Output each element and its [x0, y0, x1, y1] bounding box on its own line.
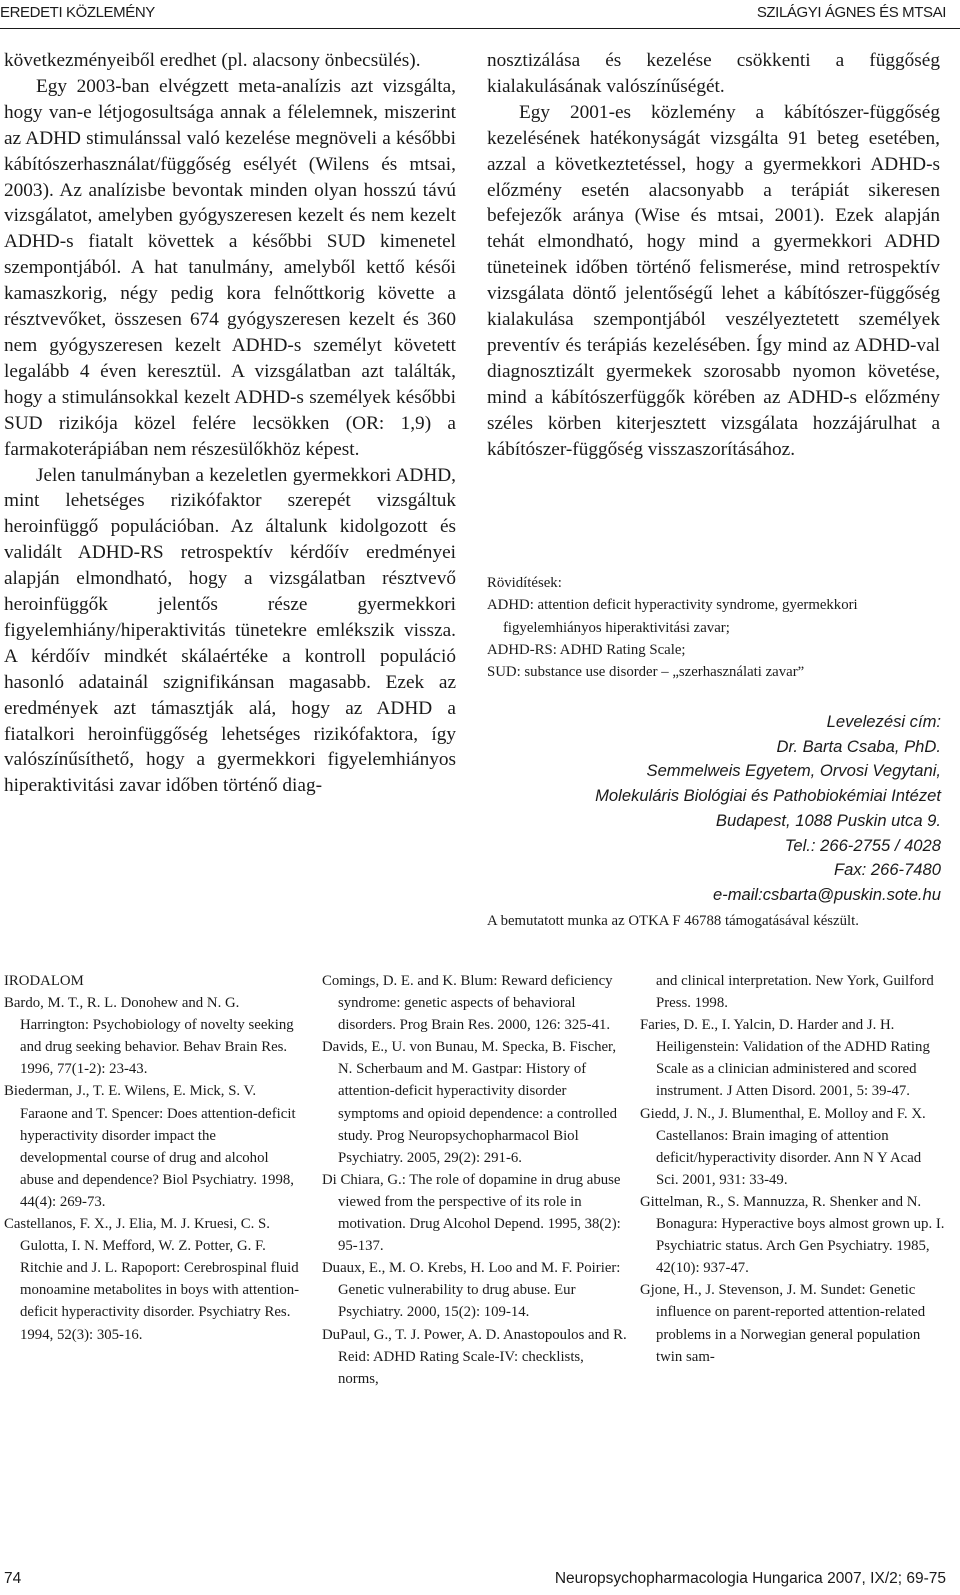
acknowledgement: A bemutatott munka az OTKA F 46788 támogatásával készült.	[487, 913, 859, 929]
correspondence-block	[487, 710, 941, 908]
references-heading: IRODALOM	[4, 973, 84, 989]
references-column-3	[640, 970, 945, 1368]
left-body-column	[4, 48, 456, 799]
journal-citation: Neuropsychopharmacologia Hungarica 2007, IX/2; 69-75	[554, 1570, 946, 1587]
abbreviation-item: ADHD: attention deficit hyperactivity syndrome, gyermekkori figyelemhiányos hiperaktivitási zavar;	[487, 597, 858, 636]
references-column-2	[322, 970, 627, 1390]
body-paragraph: Jelen tanulmányban a kezeletlen gyermekkori ADHD, mint lehetséges rizikófaktor szerepét vizsgáltuk heroinfüggő populációban. Az általunk kidolgozott és validált ADHD-RS retrospektív kérdőív eredményei alapján elmondható, hogy a vizsgálatban résztvevő heroinfüggők jelentős része gyermekkori figyelemhiány/hiperaktivitás tünetekre emlékszik vissza. A kérdőív mindkét skálaértéke a kontroll populáció hasonló adatainál szignifikánsan magasabb. Ezek az eredmények azt támasztják alá, hogy az ADHD a fiatalkori heroinfüggőség lehetséges rizikófaktora, így valószínűsíthető, hogy a gyermekkori figyelemhiányos hiperaktivitási zavar időben történő diag-	[4, 464, 456, 797]
running-header-right: SZILÁGYI ÁGNES ÉS MTSAI	[756, 4, 946, 21]
reference-item: Di Chiara, G.: The role of dopamine in drug abuse viewed from the perspective of its role in motivation. Drug Alcohol Depend. 1995, 38(2): 95-137.	[322, 1171, 621, 1255]
abbreviation-item: ADHD-RS: ADHD Rating Scale;	[487, 641, 686, 658]
correspondence-line: Molekuláris Biológiai és Pathobiokémiai Intézet	[595, 786, 941, 806]
correspondence-line: Budapest, 1088 Puskin utca 9.	[715, 810, 941, 830]
page-number: 74	[4, 1570, 22, 1587]
abbreviation-item: SUD: substance use disorder – „szerhasználati zavar”	[487, 664, 805, 681]
running-header-left: EREDETI KÖZLEMÉNY	[0, 4, 155, 21]
abbreviations-title: Rövidítések:	[487, 575, 562, 591]
reference-item: DuPaul, G., T. J. Power, A. D. Anastopoulos and R. Reid: ADHD Rating Scale-IV: checklists, norms,	[322, 1326, 627, 1387]
reference-item: Faries, D. E., I. Yalcin, D. Harder and J. H. Heiligenstein: Validation of the ADHD Rating Scale as a clinician administered and scored instrument. J Atten Disord. 2001, 5: 39-47.	[640, 1017, 930, 1100]
body-paragraph: nosztizálása és kezelése csökkenti a függőség kialakulásának valószínűségét.	[487, 50, 940, 97]
body-paragraph: Egy 2003-ban elvégzett meta-analízis azt vizsgálta, hogy van-e létjogosultsága annak a félelemnek, miszerint az ADHD stimulánssal való kezelése megnöveli a későbbi kábítószerhasználat/függőség esélyét (Wilens és mtsai, 2003). Az analízisbe bevontak minden olyan hosszú távú vizsgálatot, amelyben gyógyszeresen kezelt és nem kezelt ADHD-s fiatalt követtek a későbbi SUD kimenetel szempontjából. A hat tanulmány, amelyből kettő késői kamaszkorig, négy pedig kora felnőttkorig követte a résztvevőket, összesen 674 gyógyszeresen kezelt és 360 nem gyógyszeresen kezelt ADHD-s személyt követett legalább 4 éven keresztül. A vizsgálatban azt találták, hogy a stimulánsokkal kezelt ADHD-s személyek későbbi SUD rizikója közel felére lecsökken (OR: 1,9) a farmakoterápiában nem részesülőkhöz képest.	[4, 75, 456, 460]
correspondence-title: Levelezési cím:	[826, 712, 941, 731]
reference-item: Gjone, H., J. Stevenson, J. M. Sundet: Genetic influence on parent-reported attention-related problems in a Norwegian general population twin sam-	[640, 1282, 926, 1365]
reference-item: and clinical interpretation. New York, Guilford Press. 1998.	[656, 973, 934, 1012]
body-paragraph: Egy 2001-es közlemény a kábítószer-függőség kezelésének hatékonyságát vizsgálta 91 beteg esetében, azzal a következtetéssel, hogy a gyermekkori ADHD-s előzmény esetén alacsonyabb a terápiát sikeresen befejezők aránya (Wise és mtsai, 2001). Ezek alapján tehát elmondható, hogy mind a gyermekkori ADHD tüneteinek időben történő felismerése, mind retrospektív vizsgálata döntő jelentőségű lehet a kábítószer-függőség kialakulása szempontjából veszélyeztetett személyek preventív és terápiás kezelésében. Így mind az ADHD-val diagnosztizált gyermekek szorosabb nyomon követése, mind a kábítószerfüggők körében az ADHD-s előzmény széles körben kiterjesztett vizsgálata hozzájárulhat a kábítószer-függőség visszaszorításához.	[487, 101, 940, 460]
correspondence-line: Dr. Barta Csaba, PhD.	[776, 736, 941, 756]
reference-item: Giedd, J. N., J. Blumenthal, E. Molloy and F. X. Castellanos: Brain imaging of attention deficit/hyperactivity disorder. Ann N Y Acad Sci. 2001, 931: 33-49.	[640, 1105, 926, 1188]
reference-item: Bardo, M. T., R. L. Donohew and N. G. Harrington: Psychobiology of novelty seeking and drug seeking behavior. Behav Brain Res. 1996, 77(1-2): 23-43.	[4, 995, 294, 1078]
body-paragraph: következményeiből eredhet (pl. alacsony önbecsülés).	[4, 50, 421, 71]
abbreviations-block	[487, 572, 940, 683]
reference-item: Comings, D. E. and K. Blum: Reward deficiency syndrome: genetic aspects of behavioral disorders. Prog Brain Res. 2000, 126: 325-41.	[322, 973, 613, 1034]
reference-item: Castellanos, F. X., J. Elia, M. J. Kruesi, C. S. Gulotta, I. N. Mefford, W. Z. Potter, G. F. Ritchie and J. L. Rapoport: Cerebrospinal fluid monoamine metabolites in boys with attention-deficit hyperactivity disorder. Psychiatry Res. 1994, 52(3): 305-16.	[4, 1216, 300, 1343]
correspondence-line: Semmelweis Egyetem, Orvosi Vegytani,	[646, 761, 941, 781]
right-body-column	[487, 48, 940, 463]
reference-item: Davids, E., U. von Bunau, M. Specka, B. Fischer, N. Scherbaum and M. Gastpar: History of attention-deficit hyperactivity disorder symptoms and opioid dependence: a controlled study. Prog Neuropsychopharmacol Biol Psychiatry. 2005, 29(2): 291-6.	[322, 1039, 618, 1166]
correspondence-line: Tel.: 266-2755 / 4028	[784, 835, 941, 855]
references-column-1	[4, 970, 304, 1346]
reference-item: Biederman, J., T. E. Wilens, E. Mick, S. V. Faraone and T. Spencer: Does attention-deficit hyperactivity disorder impact the developmental course of drug and alcohol abuse and dependence? Biol Psychiatry. 1998, 44(4): 269-73.	[4, 1083, 296, 1210]
header-rule	[0, 28, 960, 29]
reference-item: Duaux, E., M. O. Krebs, H. Loo and M. F. Poirier: Genetic vulnerability to drug abuse. Eur Psychiatry. 2000, 15(2): 109-14.	[322, 1260, 621, 1321]
reference-item: Gittelman, R., S. Mannuzza, R. Shenker and N. Bonagura: Hyperactive boys almost grown up. I. Psychiatric status. Arch Gen Psychiatry. 1985, 42(10): 937-47.	[640, 1193, 945, 1277]
correspondence-line: Fax: 266-7480	[833, 860, 941, 880]
correspondence-email: e-mail:csbarta@puskin.sote.hu	[712, 884, 941, 904]
